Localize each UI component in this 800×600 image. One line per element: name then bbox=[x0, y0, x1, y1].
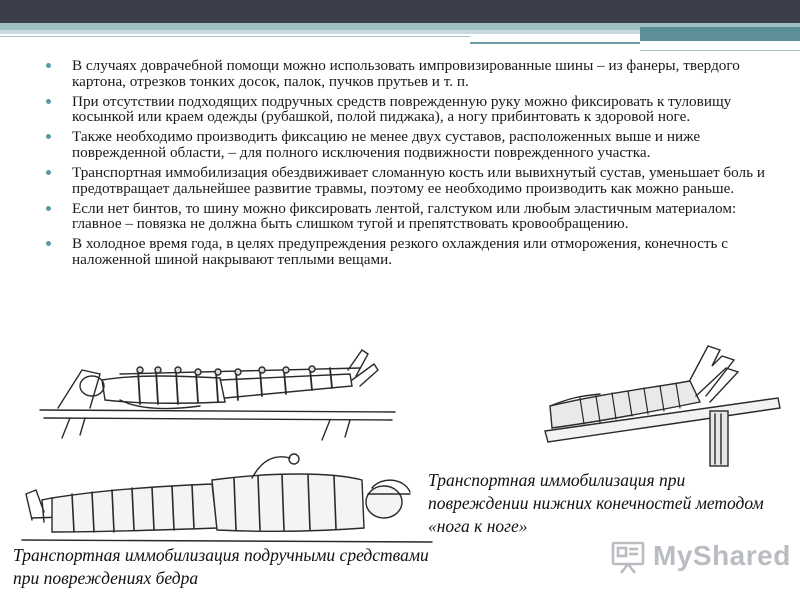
bullet-text: В случаях доврачебной помощи можно использовать импровизированные шины – из фанеры, твердого картона, отрезков тонких досок, палок, пучков прутьев и т. п. bbox=[72, 57, 740, 90]
bullet-text: Если нет бинтов, то шину можно фиксировать лентой, галстуком или любым эластичным материалом: главное – повязка не должна быть слишком тугой и препятствовать кровообращению. bbox=[72, 199, 737, 233]
bullet-text: При отсутствии подходящих подручных средств поврежденную руку можно фиксировать к туловищу косынкой или краем одежды (рубашкой, полой пиджака), а ногу прибинтовать к здоровой ноге. bbox=[72, 92, 732, 126]
divider-line bbox=[470, 42, 640, 44]
bullet-dot bbox=[46, 170, 51, 175]
bullet-text: В холодное время года, в целях предупреждения резкого охлаждения или отморожения, конечность с наложенной шиной накрывают теплыми вещами. bbox=[72, 235, 728, 269]
caption-legs-method: Транспортная иммобилизация при повреждении нижних конечностей методом «нога к ноге» bbox=[428, 470, 764, 536]
bullet-text: Также необходимо производить фиксацию не менее двух суставов, расположенных выше и ниже поврежденной области, – для полного исключения подвижности поврежденного участка. bbox=[72, 128, 701, 161]
bullet-dot bbox=[46, 134, 51, 139]
bullet-dot bbox=[46, 99, 51, 104]
bullet-item bbox=[46, 94, 781, 125]
bullet-dot bbox=[46, 63, 51, 68]
legs-on-board-illustration bbox=[540, 336, 785, 468]
stretcher-illustration bbox=[30, 340, 400, 450]
bullet-item bbox=[46, 165, 781, 196]
lying-patient-illustration bbox=[12, 450, 442, 550]
logo-text: MyShared bbox=[653, 540, 791, 571]
bullet-item bbox=[46, 201, 781, 232]
bullet-dot bbox=[46, 241, 51, 246]
divider-line bbox=[0, 36, 470, 37]
bullet-list bbox=[46, 58, 781, 272]
bullet-item bbox=[46, 58, 781, 89]
bullet-text: Транспортная иммобилизация обездвиживает сломанную кость или вывихнутый сустав, уменьшает боль и предотвращает дальнейшее развитие травмы, поэтому ее необходимо производить как можно раньше. bbox=[72, 164, 765, 197]
caption-thigh-immobilization: Транспортная иммобилизация подручными средствами при повреждениях бедра bbox=[13, 545, 429, 588]
divider-line bbox=[640, 50, 800, 51]
watermark-logo bbox=[609, 538, 799, 578]
bullet-item bbox=[46, 236, 781, 267]
top-bar bbox=[0, 0, 800, 23]
bullet-item bbox=[46, 129, 781, 160]
header-accent bbox=[640, 27, 800, 41]
presentation-icon bbox=[609, 538, 647, 576]
bullet-dot bbox=[46, 206, 51, 211]
